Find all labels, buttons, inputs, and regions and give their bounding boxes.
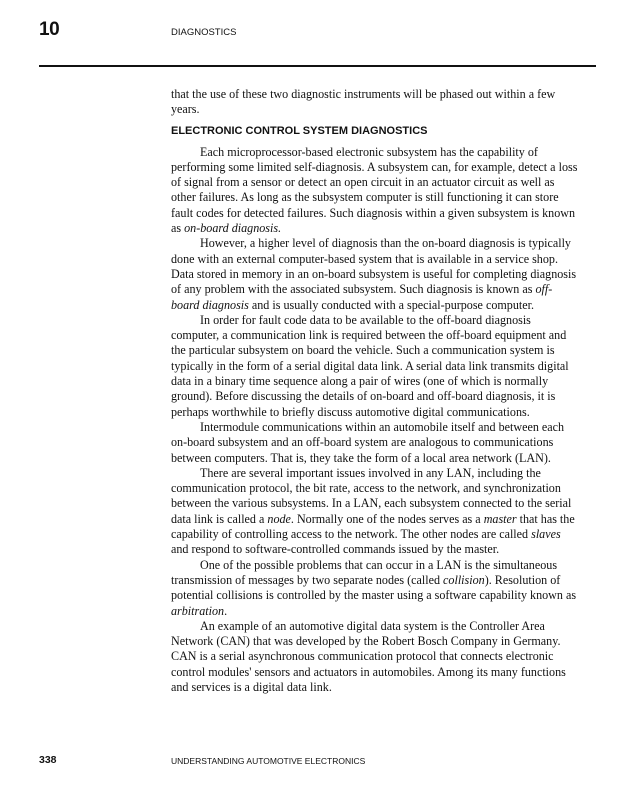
term-off-board-diagnosis: off-board diagnosis xyxy=(171,282,553,312)
book-title: UNDERSTANDING AUTOMOTIVE ELECTRONICS xyxy=(171,756,366,766)
page-number: 338 xyxy=(39,754,57,766)
header-rule xyxy=(39,65,596,67)
term-node: node xyxy=(267,511,291,526)
paragraph-7: An example of an automotive digital data system is the Controller Area Network (CAN) that was developed by the Robert Bosch Company in Germany. CAN is a serial asynchronous communication protocol that connects electronic control modules' sensors and actuators in automobiles. Among its many functions and services is a digital data link. xyxy=(171,618,566,694)
paragraph-5-text-b: . Normally one of the nodes serves as a xyxy=(290,511,484,526)
paragraph-5-text-a: There are several important issues involved in any LAN, including the communication protocol, the bit rate, access to the network, and synchronization between the various subsystems. In a LAN, each subsystem connected to the serial data link is called a xyxy=(171,465,572,526)
paragraph-6-text-c: . xyxy=(224,603,228,618)
term-on-board-diagnosis: on-board diagnosis. xyxy=(184,221,282,236)
term-slaves: slaves xyxy=(531,527,561,542)
paragraph-5-text-d: and respond to software-controlled commands issued by the master. xyxy=(171,542,500,557)
paragraph-6 xyxy=(171,558,578,619)
paragraph-1-text: Each microprocessor-based electronic subsystem has the capability of performing some limited self-diagnosis. A subsystem can, for example, detect a loss of signal from a sensor or detect an open circuit in an actuator circuit as well as other failures. As long as the subsystem computer is still functioning it can store fault codes for detected failures. Such diagnosis within a given subsystem is known as xyxy=(171,144,578,236)
paragraph-2-text-b: and is usually conducted with a special-purpose computer. xyxy=(248,297,534,312)
chapter-number: 10 xyxy=(39,19,60,40)
term-master: master xyxy=(483,511,517,526)
term-collision: collision xyxy=(443,572,485,587)
paragraph-6-text-b: ). Resolution of potential collisions is controlled by the master using a software capability known as xyxy=(171,572,577,603)
paragraph-5 xyxy=(171,466,578,558)
paragraph-2 xyxy=(171,236,578,312)
paragraph-6-text-a: One of the possible problems that can occur in a LAN is the simultaneous transmission of messages by two separate nodes (called xyxy=(171,557,558,587)
paragraph-1 xyxy=(171,145,578,237)
section-heading: ELECTRONIC CONTROL SYSTEM DIAGNOSTICS xyxy=(171,124,428,137)
continued-paragraph: that the use of these two diagnostic instruments will be phased out within a few years. xyxy=(171,87,556,117)
page-body xyxy=(171,87,578,695)
paragraph-4: Intermodule communications within an automobile itself and between each on-board subsystem and an off-board system are analogous to communications between computers. That is, they take the form of a local area network (LAN). xyxy=(171,419,565,465)
paragraph-5-text-c: that has the capability of controlling access to the network. The other nodes are called xyxy=(171,511,575,542)
paragraph-2-text-a: However, a higher level of diagnosis than the on-board diagnosis is typically done with an external computer-based system that is available in a service shop. Data stored in memory in an on-board subsystem is useful for completing diagnosis of any problem with the associated subsystem. Such diagnosis is known as xyxy=(171,236,577,297)
chapter-title: DIAGNOSTICS xyxy=(171,27,237,38)
term-arbitration: arbitration xyxy=(171,603,225,618)
paragraph-3: In order for fault code data to be available to the off-board diagnosis computer, a communication link is required between the off-board equipment and the particular subsystem on board the vehicle. Such a communication system is typically in the form of a serial digital data link. A serial data link transmits digital data in a binary time sequence along a pair of wires (one of which is normally ground). Before discussing the details of on-board and off-board diagnosis, it is perhaps worthwhile to briefly discuss automotive digital communications. xyxy=(171,312,569,419)
